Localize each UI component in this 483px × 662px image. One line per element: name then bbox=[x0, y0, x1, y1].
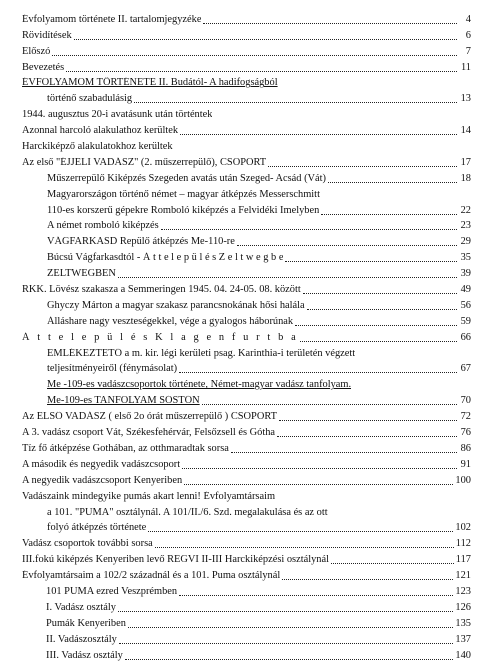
dot-leader bbox=[148, 531, 453, 532]
toc-entry[interactable] bbox=[22, 185, 471, 201]
toc-entry[interactable] bbox=[22, 58, 471, 74]
dot-leader bbox=[331, 563, 454, 564]
toc-entry[interactable] bbox=[22, 105, 471, 121]
toc-entry-title: II. Vadászosztály bbox=[46, 633, 117, 645]
dot-leader bbox=[285, 261, 457, 262]
toc-entry-title: Búcsú Vágfarkasdtól - Á t t e l e p ü l é s Z e l t w e g b e bbox=[47, 252, 284, 264]
dot-leader bbox=[295, 325, 457, 326]
toc-entry-title: RKK. Lövész szakasza a Semmeringen 1945. 04. 24-05. 08. között bbox=[22, 284, 301, 296]
toc-entry[interactable] bbox=[22, 582, 471, 598]
toc-entry[interactable] bbox=[22, 169, 471, 185]
toc-entry-title: a 101. "PUMA" osztálynál. A 101/II./6. Szd. megalakulása és az ott bbox=[47, 506, 328, 518]
dot-leader bbox=[125, 659, 454, 660]
dot-leader bbox=[307, 309, 457, 310]
toc-entry[interactable] bbox=[22, 407, 471, 423]
toc-entry[interactable] bbox=[22, 248, 471, 264]
toc-entry[interactable] bbox=[22, 534, 471, 550]
toc-entry-page-number: 13 bbox=[460, 93, 471, 105]
toc-entry-title: Az ELSŐ VADÁSZ ( első 2o órát műszerrepülő ) CSOPORT bbox=[22, 411, 277, 423]
toc-entry[interactable] bbox=[22, 89, 471, 105]
toc-entry-title: folyó átképzés története bbox=[47, 522, 147, 534]
toc-entry-title: A negyedik vadászcsoport Kenyeriben bbox=[22, 474, 183, 486]
toc-entry-title: Évfolyamom története II. tartalomjegyzéke bbox=[22, 13, 202, 25]
toc-entry-title: A 3. vadász csoport Vát, Székesfehérvár, Felsőzsell és Gótha bbox=[22, 427, 276, 439]
toc-entry-title: Álláshare nagy veszteségekkel, vége a gyalogos háborúnak bbox=[47, 315, 294, 327]
dot-leader bbox=[184, 484, 453, 485]
toc-entry-page-number: 23 bbox=[460, 220, 471, 232]
toc-entry-page-number: 7 bbox=[465, 45, 471, 57]
toc-entry-page-number: 67 bbox=[460, 363, 471, 375]
toc-entry[interactable] bbox=[22, 232, 471, 248]
toc-entry-title: VÁGFARKASD Repülő átképzés Me-110-re bbox=[47, 236, 235, 248]
toc-entry-page-number: 14 bbox=[460, 125, 471, 137]
toc-entry-page-number: 121 bbox=[455, 570, 471, 582]
toc-entry-title: Műszerrepülő Kiképzés Szegeden avatás után Szeged- Acsád (Vát) bbox=[47, 172, 326, 184]
toc-entry-page-number: 117 bbox=[455, 554, 471, 566]
toc-entry[interactable] bbox=[22, 201, 471, 217]
toc-entry[interactable] bbox=[22, 550, 471, 566]
toc-entry-title: Rövidítések bbox=[22, 29, 72, 41]
dot-leader bbox=[237, 245, 457, 246]
toc-entry-page-number: 49 bbox=[460, 284, 471, 296]
dot-leader bbox=[74, 39, 457, 40]
toc-entry-title: Harckiképző alakulatokhoz kerültek bbox=[22, 141, 173, 153]
toc-entry[interactable] bbox=[22, 566, 471, 582]
toc-entry-page-number: 140 bbox=[455, 649, 471, 661]
dot-leader bbox=[182, 468, 457, 469]
toc-entry-title: ZELTWEGBEN bbox=[47, 268, 116, 280]
toc-entry-page-number: 35 bbox=[460, 252, 471, 264]
toc-entry[interactable] bbox=[22, 217, 471, 233]
dot-leader bbox=[118, 611, 453, 612]
toc-entry-title: Évfolyamtársaim a 102/2 századnál és a 101. Puma osztálynál bbox=[22, 570, 281, 582]
toc-entry-title: A német romboló kiképzés bbox=[47, 220, 159, 232]
toc-entry-page-number: 86 bbox=[460, 442, 471, 454]
toc-entry[interactable] bbox=[22, 487, 471, 503]
toc-entry-page-number: 112 bbox=[455, 538, 471, 550]
dot-leader bbox=[268, 166, 457, 167]
toc-entry-page-number: 59 bbox=[460, 315, 471, 327]
toc-entry-page-number: 29 bbox=[460, 236, 471, 248]
dot-leader bbox=[119, 643, 454, 644]
toc-entry-title: Me -109-es vadászcsoportok története, Német-magyar vadász tanfolyam. bbox=[47, 379, 352, 391]
toc-entry-title: teljesítményeiről (fénymásolat) bbox=[47, 363, 178, 375]
toc-entry-title: Vadászaink mindegyike pumás akart lenni! Évfolyamtársaim bbox=[22, 490, 276, 502]
toc-entry[interactable] bbox=[22, 423, 471, 439]
toc-entry-title: történő szabadulásig bbox=[47, 93, 133, 105]
toc-entry-page-number: 6 bbox=[465, 29, 471, 41]
toc-entry-page-number: 17 bbox=[460, 156, 471, 168]
toc-entry[interactable] bbox=[22, 455, 471, 471]
toc-entry-title: III.fokú kiképzés Kenyeriben levő REGVI II-III Harckiképzési osztálynál bbox=[22, 554, 329, 566]
toc-entry-page-number: 100 bbox=[455, 474, 471, 486]
toc-entry-title: Azonnal harcoló alakulathoz kerültek bbox=[22, 125, 179, 137]
toc-entry-page-number: 72 bbox=[460, 411, 471, 423]
toc-entry-page-number: 135 bbox=[455, 617, 471, 629]
dot-leader bbox=[128, 627, 453, 628]
toc-entry-page-number: 11 bbox=[460, 61, 471, 73]
dot-leader bbox=[277, 436, 457, 437]
dot-leader bbox=[203, 23, 457, 24]
dot-leader bbox=[231, 452, 457, 453]
dot-leader bbox=[282, 579, 453, 580]
toc-entry[interactable] bbox=[22, 137, 471, 153]
toc-entry[interactable] bbox=[22, 360, 471, 376]
toc-entry-title: 1944. augusztus 20-i avatásunk után történtek bbox=[22, 109, 213, 121]
toc-entry[interactable] bbox=[22, 280, 471, 296]
dot-leader bbox=[134, 102, 457, 103]
toc-entry-page-number: 66 bbox=[460, 331, 471, 343]
toc-entry-title: 101 PUMA ezred Veszprémben bbox=[46, 585, 178, 597]
toc-entry-title: Bevezetés bbox=[22, 61, 65, 73]
toc-entry-page-number: 70 bbox=[460, 395, 471, 407]
toc-entry-title: Á t t e l e p ü l é s K l a g e n f u r t b a bbox=[22, 331, 299, 343]
dot-leader bbox=[179, 595, 453, 596]
toc-entry-title: Az első "ÉJJELI VADÁSZ" (2. műszerrepülő), CSOPORT bbox=[22, 156, 267, 168]
toc-entry[interactable] bbox=[22, 630, 471, 646]
dot-leader bbox=[180, 134, 457, 135]
toc-entry-title: ÉVFOLYAMOM TÖRTÉNETE II. Budától- A hadifogságból bbox=[22, 77, 278, 89]
dot-leader bbox=[303, 293, 457, 294]
dot-leader bbox=[202, 404, 457, 405]
toc-entry-page-number: 91 bbox=[460, 458, 471, 470]
toc-entry-page-number: 22 bbox=[460, 204, 471, 216]
toc-entry-title: I. Vadász osztály bbox=[46, 601, 116, 613]
dot-leader bbox=[66, 71, 457, 72]
toc-entry[interactable] bbox=[22, 391, 471, 407]
dot-leader bbox=[328, 182, 457, 183]
toc-entry-title: III. Vadász osztály bbox=[46, 649, 123, 661]
dot-leader bbox=[300, 341, 457, 342]
toc-entry-title: 110-es korszerű gépekre Romboló kiképzés a Felvidéki Imelyben bbox=[47, 204, 320, 216]
toc-entry[interactable] bbox=[22, 375, 471, 391]
dot-leader bbox=[179, 372, 457, 373]
toc-entry-title: Pumák Kenyeriben bbox=[46, 617, 126, 629]
toc-entry[interactable] bbox=[22, 264, 471, 280]
dot-leader bbox=[155, 547, 454, 548]
dot-leader bbox=[321, 214, 457, 215]
toc-entry-page-number: 56 bbox=[460, 299, 471, 311]
toc-entry[interactable] bbox=[22, 614, 471, 630]
toc-entry-title: Tíz fő átképzése Gothában, az otthmaradtak sorsa bbox=[22, 442, 229, 454]
toc-entry-page-number: 102 bbox=[455, 522, 471, 534]
toc-entry[interactable] bbox=[22, 439, 471, 455]
toc-entry-page-number: 4 bbox=[465, 13, 471, 25]
toc-entry[interactable] bbox=[22, 42, 471, 58]
toc-entry-title: Magyarországon történő német – magyar átképzés Messerschmitt bbox=[47, 188, 320, 200]
toc-entry[interactable] bbox=[22, 503, 471, 519]
dot-leader bbox=[279, 420, 457, 421]
dot-leader bbox=[52, 55, 457, 56]
toc-entry[interactable] bbox=[22, 121, 471, 137]
toc-entry[interactable] bbox=[22, 296, 471, 312]
dot-leader bbox=[118, 277, 457, 278]
toc-entry-title: Me-109-es TANFOLYAM SÓSTÓN bbox=[47, 395, 200, 407]
toc-entry-title: A második és negyedik vadászcsoport bbox=[22, 458, 181, 470]
toc-entry-page-number: 137 bbox=[455, 633, 471, 645]
toc-entry[interactable] bbox=[22, 519, 471, 535]
toc-entry[interactable] bbox=[22, 328, 471, 344]
toc-entry-page-number: 18 bbox=[460, 172, 471, 184]
toc-entry-title: Ghyczy Márton a magyar szakasz parancsnokának hősi halála bbox=[47, 299, 305, 311]
toc-entry-page-number: 39 bbox=[460, 268, 471, 280]
toc-entry[interactable] bbox=[22, 344, 471, 360]
toc-entry-page-number: 76 bbox=[460, 427, 471, 439]
toc-entry[interactable] bbox=[22, 471, 471, 487]
table-of-contents bbox=[22, 10, 471, 662]
toc-entry[interactable] bbox=[22, 26, 471, 42]
toc-entry-page-number: 123 bbox=[455, 585, 471, 597]
toc-entry[interactable] bbox=[22, 312, 471, 328]
toc-entry-title: EMLÉKEZTETŐ a m. kir. légi kerületi psag. Karinthia-i területén végzett bbox=[47, 347, 356, 359]
toc-entry-title: Vadász csoportok további sorsa bbox=[22, 538, 153, 550]
toc-entry[interactable] bbox=[22, 153, 471, 169]
dot-leader bbox=[161, 229, 457, 230]
toc-entry-page-number: 126 bbox=[455, 601, 471, 613]
toc-entry[interactable] bbox=[22, 646, 471, 662]
toc-entry[interactable] bbox=[22, 74, 471, 90]
toc-entry[interactable] bbox=[22, 10, 471, 26]
toc-entry-title: Előszó bbox=[22, 45, 51, 57]
toc-entry[interactable] bbox=[22, 598, 471, 614]
